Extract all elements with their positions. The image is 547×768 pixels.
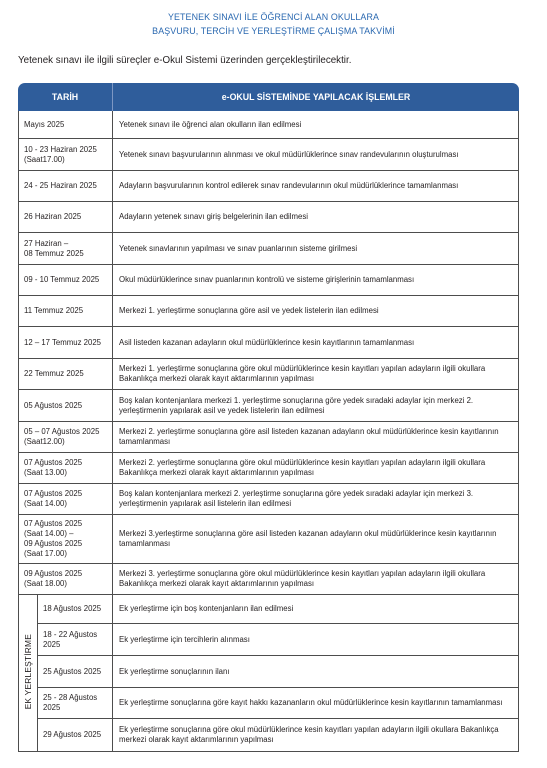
table-row <box>18 656 519 688</box>
table-row <box>18 453 519 484</box>
table-row <box>18 327 519 359</box>
column-header-operations: e-OKUL SİSTEMİNDE YAPILACAK İŞLEMLER <box>113 83 519 111</box>
date-cell: 25 Ağustos 2025 <box>38 656 113 688</box>
operation-cell: Merkezi 2. yerleştirme sonuçlarına göre okul müdürlüklerince kesin kayıtları yapılan adayların ilgili okullara Bakanlıkça merkezi olarak kayıt aktarımlarının yapılması <box>113 453 519 484</box>
table-row <box>18 171 519 202</box>
table-row <box>18 202 519 233</box>
table-row <box>18 624 519 656</box>
date-cell: 11 Temmuz 2025 <box>18 296 113 327</box>
table-header-row <box>18 83 519 111</box>
operation-cell: Boş kalan kontenjanlara merkezi 1. yerleştirme sonuçlarına göre yedek sıradaki adaylar için merkezi 2. yerleştirmenin yapılarak asil ve yedek listelerin ilan edilmesi <box>113 390 519 422</box>
operation-cell: Boş kalan kontenjanlara merkezi 2. yerleştirme sonuçlarına göre yedek sıradaki adaylar için merkezi 3. yerleştirmenin yapılarak asil listelerin ilan edilmesi <box>113 484 519 515</box>
table-row <box>18 265 519 296</box>
date-cell: 25 - 28 Ağustos 2025 <box>38 688 113 719</box>
operation-cell: Ek yerleştirme sonuçlarına göre okul müdürlüklerince kesin kayıtları yapılan adayların ilgili okullara Bakanlıkça merkezi olarak kayıt aktarımlarının yapılması <box>113 719 519 752</box>
table-row <box>18 139 519 171</box>
operation-cell: Yetenek sınavı ile öğrenci alan okulların ilan edilmesi <box>113 111 519 139</box>
title-line-2: BAŞVURU, TERCİH VE YERLEŞTİRME ÇALIŞMA TAKVİMİ <box>152 25 395 36</box>
date-cell: 07 Ağustos 2025 (Saat 13.00) <box>18 453 113 484</box>
operation-cell: Adayların yetenek sınavı giriş belgelerinin ilan edilmesi <box>113 202 519 233</box>
operation-cell: Adayların başvurularının kontrol edilerek sınav randevularının okul müdürlüklerince tamamlanması <box>113 171 519 202</box>
table-row <box>18 719 519 752</box>
date-cell: 22 Temmuz 2025 <box>18 359 113 390</box>
date-cell: 10 - 23 Haziran 2025 (Saat17.00) <box>18 139 113 171</box>
column-header-date: TARİH <box>18 83 113 111</box>
table-row <box>18 296 519 327</box>
date-cell: 07 Ağustos 2025 (Saat 14.00) <box>18 484 113 515</box>
operation-cell: Asil listeden kazanan adayların okul müdürlüklerince kesin kayıtlarının tamamlanması <box>113 327 519 359</box>
operation-cell: Ek yerleştirme için boş kontenjanların ilan edilmesi <box>113 595 519 624</box>
date-cell: 05 – 07 Ağustos 2025 (Saat12.00) <box>18 422 113 453</box>
operation-cell: Merkezi 3. yerleştirme sonuçlarına göre okul müdürlüklerince kesin kayıtları yapılan adayların ilgili okullara Bakanlıkça merkezi olarak kayıt aktarımlarının yapılması <box>113 564 519 595</box>
operation-cell: Ek yerleştirme için tercihlerin alınması <box>113 624 519 656</box>
table-row <box>18 515 519 564</box>
operation-cell: Okul müdürlüklerince sınav puanlarının kontrolü ve sisteme girişlerinin tamamlanması <box>113 265 519 296</box>
operation-cell: Merkezi 3.yerleştirme sonuçlarına göre asil listeden kazanan adayların okul müdürlüklerince kesin kayıtlarının tamamlanması <box>113 515 519 564</box>
table-row <box>18 595 519 624</box>
operation-cell: Merkezi 1. yerleştirme sonuçlarına göre asil ve yedek listelerin ilan edilmesi <box>113 296 519 327</box>
operation-cell: Merkezi 2. yerleştirme sonuçlarına göre asil listeden kazanan adayların okul müdürlüklerince kesin kayıtlarının tamamlanması <box>113 422 519 453</box>
table-row <box>18 233 519 265</box>
date-cell: Mayıs 2025 <box>18 111 113 139</box>
operation-cell: Yetenek sınavı başvurularının alınması ve okul müdürlüklerince sınav randevularının oluşturulması <box>113 139 519 171</box>
table-row <box>18 688 519 719</box>
table-row <box>18 111 519 139</box>
date-cell: 09 - 10 Temmuz 2025 <box>18 265 113 296</box>
operation-cell: Ek yerleştirme sonuçlarına göre kayıt hakkı kazananların okul müdürlüklerince kesin kayıtlarının tamamlanması <box>113 688 519 719</box>
operation-cell: Yetenek sınavlarının yapılması ve sınav puanlarının sisteme girilmesi <box>113 233 519 265</box>
operation-cell: Ek yerleştirme sonuçlarının ilanı <box>113 656 519 688</box>
table-row <box>18 390 519 422</box>
table-row <box>18 564 519 595</box>
date-cell: 07 Ağustos 2025 (Saat 14.00) – 09 Ağustos 2025 (Saat 17.00) <box>18 515 113 564</box>
date-cell: 24 - 25 Haziran 2025 <box>18 171 113 202</box>
ek-yerlestirme-group-cell <box>18 595 38 752</box>
table-row <box>18 359 519 390</box>
ek-yerlestirme-label: EK YERLEŞTİRME <box>23 633 33 710</box>
operation-cell: Merkezi 1. yerleştirme sonuçlarına göre okul müdürlüklerince kesin kayıtları yapılan adayların ilgili okullara Bakanlıkça merkezi olarak kayıt aktarımlarının yapılması <box>113 359 519 390</box>
document-title <box>0 11 547 38</box>
date-cell: 26 Haziran 2025 <box>18 202 113 233</box>
date-cell: 29 Ağustos 2025 <box>38 719 113 752</box>
table-row <box>18 484 519 515</box>
table-row <box>18 422 519 453</box>
intro-text: Yetenek sınavı ile ilgili süreçler e-Okul Sistemi üzerinden gerçekleştirilecektir. <box>18 55 352 66</box>
date-cell: 12 – 17 Temmuz 2025 <box>18 327 113 359</box>
title-line-1: YETENEK SINAVI İLE ÖĞRENCİ ALAN OKULLARA <box>168 12 379 22</box>
date-cell: 05 Ağustos 2025 <box>18 390 113 422</box>
date-cell: 27 Haziran – 08 Temmuz 2025 <box>18 233 113 265</box>
schedule-table <box>18 83 519 752</box>
date-cell: 18 - 22 Ağustos 2025 <box>38 624 113 656</box>
date-cell: 18 Ağustos 2025 <box>38 595 113 624</box>
date-cell: 09 Ağustos 2025 (Saat 18.00) <box>18 564 113 595</box>
